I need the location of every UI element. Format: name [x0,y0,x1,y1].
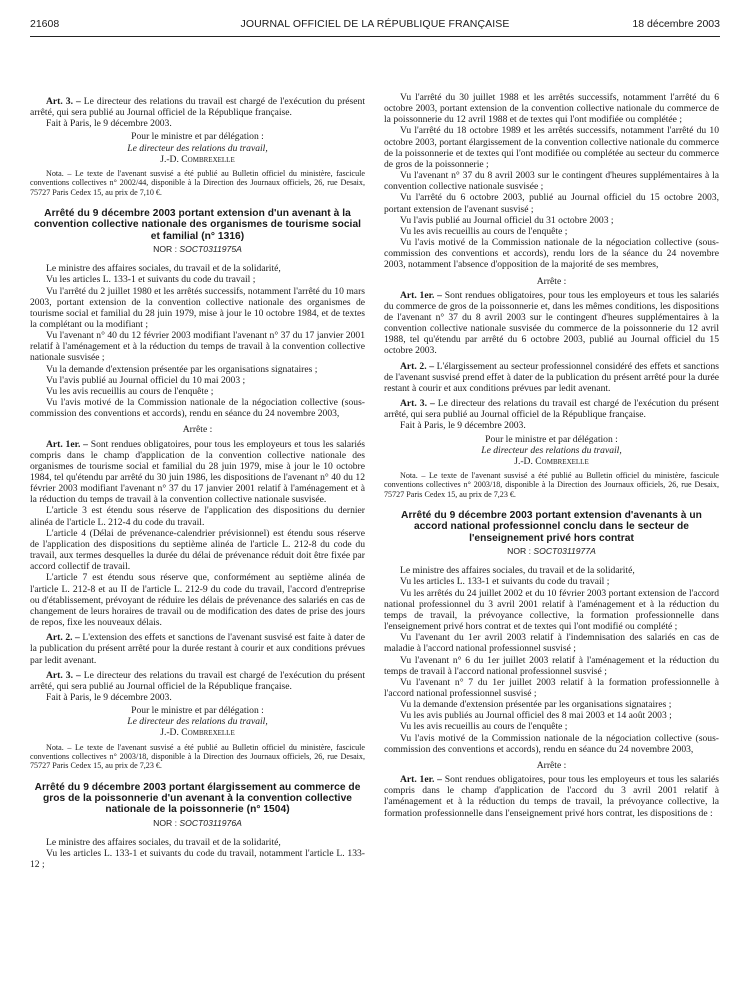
decree-title: Arrêté du 9 décembre 2003 portant extension d'un avenant à la convention collective nationale des organismes de tourisme social et familial (n° 1316) [33,207,362,242]
signature-block: Pour le ministre et par délégation : Le directeur des relations du travail, J.-D. Combrexelle [127,131,268,165]
fait-line: Fait à Paris, le 9 décembre 2003. [400,420,526,432]
arrete-heading: Arrête : [536,759,567,771]
body-paragraph: Vu l'arrêté du 18 octobre 1989 et les arrêtés successifs, notamment l'arrêté du 10 octobre 2003, portant élargissement de la convention collective nationale du commerce de la poissonnerie et de textes qui l'ont modifiée ou complétée au secteur du commerce de gros de la poissonnerie ; [384,125,719,170]
body-paragraph: Vu l'avenant n° 40 du 12 février 2003 modifiant l'avenant n° 37 du 17 janvier 2001 relatif à l'aménagement et à la réduction du temps de travail à la convention collective nationale susvisée ; [30,330,365,364]
article-paragraph: Art. 1er. – Sont rendues obligatoires, pour tous les employeurs et tous les salariés compris dans le champ d'application de la convention collective nationale des organismes de tourisme social et familial du 28 juin 1979, mise à jour le 10 octobre 1984, tel qu'étendu par arrêté du 30 juin 1986, les dispositions de l'avenant n° 40 du 12 février 2003 modifiant l'avenant n° 37 du 17 janvier 2001 relatif à l'aménagement et à la réduction du temps de travail à la convention collective nationale susvisée. [30,438,365,506]
body-paragraph: Vu l'avis motivé de la Commission nationale de la négociation collective (sous-commission des conventions et accords), rendu lors de la séance du 24 novembre 2003, notamment l'absence d'opposition de la majorité de ses membres, [384,237,719,271]
nor-reference: NOR : SOCT0311976A [153,817,242,828]
body-paragraph: Vu l'avis motivé de la Commission nationale de la négociation collective (sous-commission des conventions et accords), rendu en séance du 24 novembre 2003, [384,732,719,755]
journal-title: JOURNAL OFFICIEL DE LA RÉPUBLIQUE FRANÇAISE [240,18,510,30]
body-paragraph: Vu l'avenant n° 7 du 1er juillet 2003 relatif à la formation professionnelle à l'accord national professionnel susvisé ; [384,676,719,699]
body-paragraph: Vu l'avenant n° 6 du 1er juillet 2003 relatif à l'aménagement et la réduction du temps de travail à l'accord national professionnel susvisé ; [384,654,719,677]
body-paragraph: Vu l'arrêté du 30 juillet 1988 et les arrêtés successifs, notamment l'arrêté du 6 octobre 2003, portant extension de la convention collective nationale du commerce de la poissonnerie du 12 avril 1988 et de textes qui l'ont modifiée ou complétée ; [384,92,719,126]
signature-block: Pour le ministre et par délégation : Le directeur des relations du travail, J.-D. Combrexelle [127,705,268,739]
body-paragraph: Vu l'avis publié au Journal officiel du 10 mai 2003 ; [46,374,246,386]
body-paragraph: Vu l'arrêté du 2 juillet 1980 et les arrêtés successifs, notamment l'arrêté du 10 mars 2003, portant extension de la convention collective nationale des organismes de tourisme social et familial du 28 juin 1979, mise à jour le 10 octobre 1984, et de textes la complétant ou la modifiant ; [30,285,365,330]
left-column [30,92,365,870]
body-paragraph: Vu les articles L. 133-1 et suivants du code du travail, notamment l'article L. 133-12 ; [30,848,365,871]
body-paragraph: Vu les articles L. 133-1 et suivants du code du travail ; [46,274,256,286]
decree-title: Arrêté du 9 décembre 2003 portant extension d'avenants à un accord national professionnel conclu dans le secteur de l'enseignement privé hors contrat [401,509,702,544]
body-paragraph: L'article 4 (Délai de prévenance-calendrier prévisionnel) est étendu sous réserve de l'application des dispositions du septième alinéa de l'article L. 212-8 du code du travail, aux termes desquelles la durée du délai de prévenance réduit doit être fixée par accord collectif de travail. [30,527,365,573]
body-paragraph: L'article 3 est étendu sous réserve de l'application des dispositions du dernier alinéa de l'article L. 212-4 du code du travail. [30,505,365,528]
body-paragraph: Le ministre des affaires sociales, du travail et de la solidarité, [46,836,281,848]
arrete-heading: Arrête : [182,424,213,436]
body-paragraph: Le ministre des affaires sociales, du travail et de la solidarité, [46,263,281,275]
body-paragraph: L'article 7 est étendu sous réserve que, conformément au septième alinéa de l'article L. 212-8 et au II de l'article L. 212-9 du code du travail, l'accord d'entreprise ou d'établissement, prévoyant de réduire les délais de prévenance des salariés en cas de changement de leurs horaires de travail ou de modification des dates de prise des jours de repos, fixe les nouveaux délais. [30,572,365,629]
body-paragraph: Vu l'avenant du 1er avril 2003 relatif à l'indemnisation des salariés en cas de maladie à l'accord national professionnel susvisé ; [384,632,719,655]
body-paragraph: Vu l'avis publié au Journal officiel du 31 octobre 2003 ; [400,214,614,226]
article-paragraph: Art. 2. – L'extension des effets et sanctions de l'avenant susvisé est faite à dater de la publication du présent arrêté pour la durée restant à courir et aux conditions prévues par ledit avenant. [30,632,365,666]
body-paragraph: Vu les arrêtés du 24 juillet 2002 et du 10 février 2003 portant extension de l'accord national professionnel du 3 avril 2001 relatif à l'aménagement et à la réduction du temps de travail, la prévoyance collective, la formation professionnelle dans l'enseignement privé hors contrat et de textes qui l'ont modifié ou complété ; [384,587,719,633]
nota-note: Nota. – Le texte de l'avenant susvisé a été publié au Bulletin officiel du ministère, fascicule conventions collectives n° 2002/44, disponible à la Direction des Journaux officiels, 26, rue Desaix, 75727 Paris Cedex 15, au prix de 7,10 €. [30,168,365,197]
body-paragraph: Vu l'arrêté du 6 octobre 2003, publié au Journal officiel du 15 octobre 2003, portant extension de l'avenant susvisé ; [384,192,719,215]
article-paragraph: Art. 1er. – Sont rendues obligatoires, pour tous les employeurs et tous les salariés du commerce de gros de la poissonnerie et, dans les mêmes conditions, les dispositions de l'avenant n° 37 du 8 avril 2003 sur le contingent d'heures supplémentaires à la convention collective nationale susvisée du commerce de la poissonnerie du 12 avril 1988, tel qu'étendu par arrêté du 6 octobre 2003, publié au Journal officiel du 15 octobre 2003. [384,289,719,357]
fait-line: Fait à Paris, le 9 décembre 2003. [46,691,172,703]
article-paragraph: Art. 3. – Le directeur des relations du travail est chargé de l'exécution du présent arrêté, qui sera publié au Journal officiel de la République française. [30,96,365,119]
decree-title: Arrêté du 9 décembre 2003 portant élargissement au commerce de gros de la poissonnerie d'un avenant à la convention collective nationale de la poissonnerie (n° 1504) [34,781,361,816]
body-paragraph: Vu les avis publiés au Journal officiel des 8 mai 2003 et 14 août 2003 ; [400,710,672,722]
body-paragraph: Le ministre des affaires sociales, du travail et de la solidarité, [400,565,635,577]
article-paragraph: Art. 3. – Le directeur des relations du travail est chargé de l'exécution du présent arrêté, qui sera publié au Journal officiel de la République française. [30,669,365,692]
body-paragraph: Vu l'avis motivé de la Commission nationale de la négociation collective (sous-commission des conventions et accords), rendu en séance du 24 novembre 2003, [30,397,365,420]
page-header [30,18,720,36]
nota-note: Nota. – Le texte de l'avenant susvisé a été publié au Bulletin officiel du ministère, fascicule conventions collectives n° 2003/18, disponible à la Direction des Journaux officiels, 26, rue Desaix, 75727 Paris Cedex 15, au prix de 7,23 €. [384,471,719,499]
article-paragraph: Art. 3. – Le directeur des relations du travail est chargé de l'exécution du présent arrêté, qui sera publié au Journal officiel de la République française. [384,398,719,421]
fait-line: Fait à Paris, le 9 décembre 2003. [46,118,172,130]
right-column [384,92,719,819]
body-paragraph: Vu les articles L. 133-1 et suivants du code du travail ; [400,576,610,588]
nota-note: Nota. – Le texte de l'avenant susvisé a été publié au Bulletin officiel du ministère, fascicule conventions collectives n° 2003/18, disponible à la Direction des Journaux officiels, 26, rue Desaix, 75727 Paris Cedex 15, au prix de 7,23 €. [30,742,365,771]
article-paragraph: Art. 1er. – Sont rendues obligatoires, pour tous les employeurs et tous les salariés compris dans le champ d'application de l'accord du 3 avril 2001 relatif à l'aménagement et à la réduction du temps de travail, la prévoyance collective, la formation professionnelle dans l'enseignement privé hors contrat, les dispositions de : [384,774,719,819]
body-paragraph: Vu les avis recueillis au cours de l'enquête ; [400,721,568,733]
issue-date: 18 décembre 2003 [632,18,720,30]
nor-reference: NOR : SOCT0311975A [153,244,242,255]
body-paragraph: Vu les avis recueillis au cours de l'enquête ; [400,225,568,237]
page-number: 21608 [30,18,60,30]
nor-reference: NOR : SOCT0311977A [507,546,596,557]
header-rule [30,36,720,37]
body-paragraph: Vu la demande d'extension présentée par les organisations signataires ; [400,699,672,711]
article-paragraph: Art. 2. – L'élargissement au secteur professionnel considéré des effets et sanctions de l'avenant susvisé prend effet à dater de la publication du présent arrêté pour la durée restant à courir et aux conditions prévues par ledit avenant. [384,360,719,394]
body-paragraph: Vu la demande d'extension présentée par les organisations signataires ; [46,363,318,375]
body-paragraph: Vu les avis recueillis au cours de l'enquête ; [46,385,214,397]
body-paragraph: Vu l'avenant n° 37 du 8 avril 2003 sur le contingent d'heures supplémentaires à la convention collective nationale susvisée ; [384,170,719,193]
signature-block: Pour le ministre et par délégation : Le directeur des relations du travail, J.-D. Combrexelle [481,433,622,467]
arrete-heading: Arrête : [536,275,567,287]
